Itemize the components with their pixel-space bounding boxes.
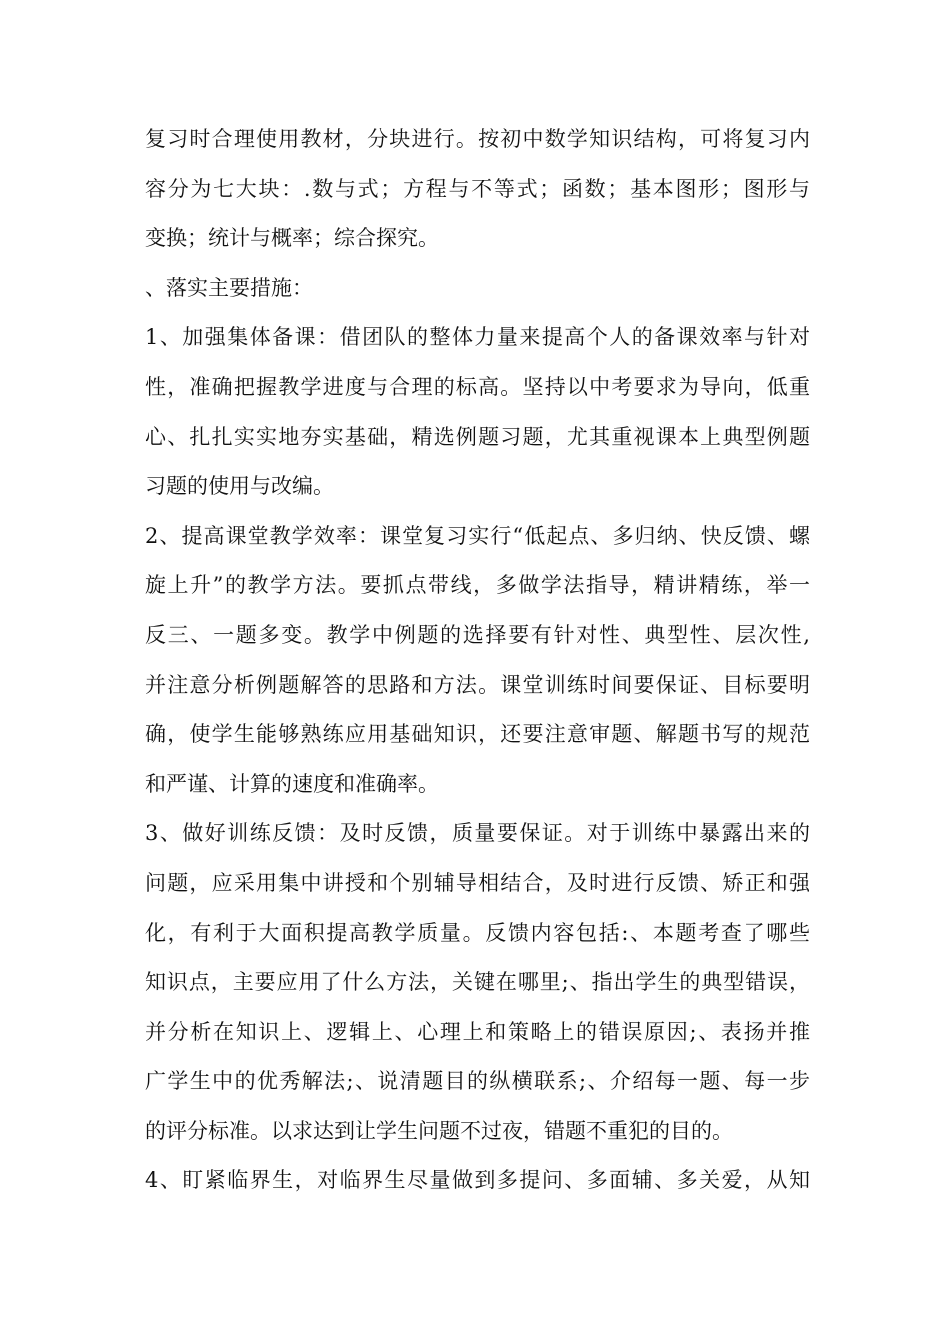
text-line: 知识点，主要应用了什么方法，关键在哪里;、指出学生的典型错误， xyxy=(145,970,810,995)
text-line: 3、做好训练反馈：及时反馈，质量要保证。对于训练中暴露出来的 xyxy=(145,821,810,846)
text-line: 和严谨、计算的速度和准确率。 xyxy=(145,771,439,796)
text-line: 并分析在知识上、逻辑上、心理上和策略上的错误原因;、表扬并推 xyxy=(145,1019,810,1044)
document-body xyxy=(145,115,810,1206)
text-line: 反三、一题多变。教学中例题的选择要有针对性、典型性、层次性, xyxy=(145,622,810,647)
text-line: 复习时合理使用教材，分块进行。按初中数学知识结构，可将复习内 xyxy=(145,127,810,151)
text-line: 性，准确把握教学进度与合理的标高。坚持以中考要求为导向，低重 xyxy=(145,374,810,399)
text-line: 并注意分析例题解答的思路和方法。课堂训练时间要保证、目标要明 xyxy=(145,672,810,697)
section-heading: 、落实主要措施： xyxy=(145,275,313,300)
text-line: 2、提高课堂教学效率：课堂复习实行“低起点、多归纳、快反馈、螺 xyxy=(145,523,810,548)
text-line: 习题的使用与改编。 xyxy=(145,474,334,499)
text-line: 容分为七大块：.数与式；方程与不等式；函数；基本图形；图形与 xyxy=(145,176,810,201)
text-line: 心、扎扎实实地夯实基础，精选例题习题，尤其重视课本上典型例题 xyxy=(145,424,810,449)
text-line: 1、加强集体备课：借团队的整体力量来提高个人的备课效率与针对 xyxy=(145,325,810,350)
text-line: 4、盯紧临界生，对临界生尽量做到多提问、多面辅、多关爱，从知 xyxy=(145,1168,810,1193)
text-line: 广学生中的优秀解法;、说清题目的纵横联系;、介绍每一题、每一步 xyxy=(145,1069,810,1094)
text-line: 的评分标准。以求达到让学生问题不过夜，错题不重犯的目的。 xyxy=(145,1118,733,1143)
text-line: 变换；统计与概率；综合探究。 xyxy=(145,226,439,251)
text-line: 化，有利于大面积提高教学质量。反馈内容包括:、本题考查了哪些 xyxy=(145,920,810,945)
text-line: 确，使学生能够熟练应用基础知识，还要注意审题、解题书写的规范 xyxy=(145,722,810,747)
text-line: 旋上升”的教学方法。要抓点带线，多做学法指导，精讲精练，举一 xyxy=(145,573,810,598)
text-line: 问题，应采用集中讲授和个别辅导相结合，及时进行反馈、矫正和强 xyxy=(145,870,810,895)
